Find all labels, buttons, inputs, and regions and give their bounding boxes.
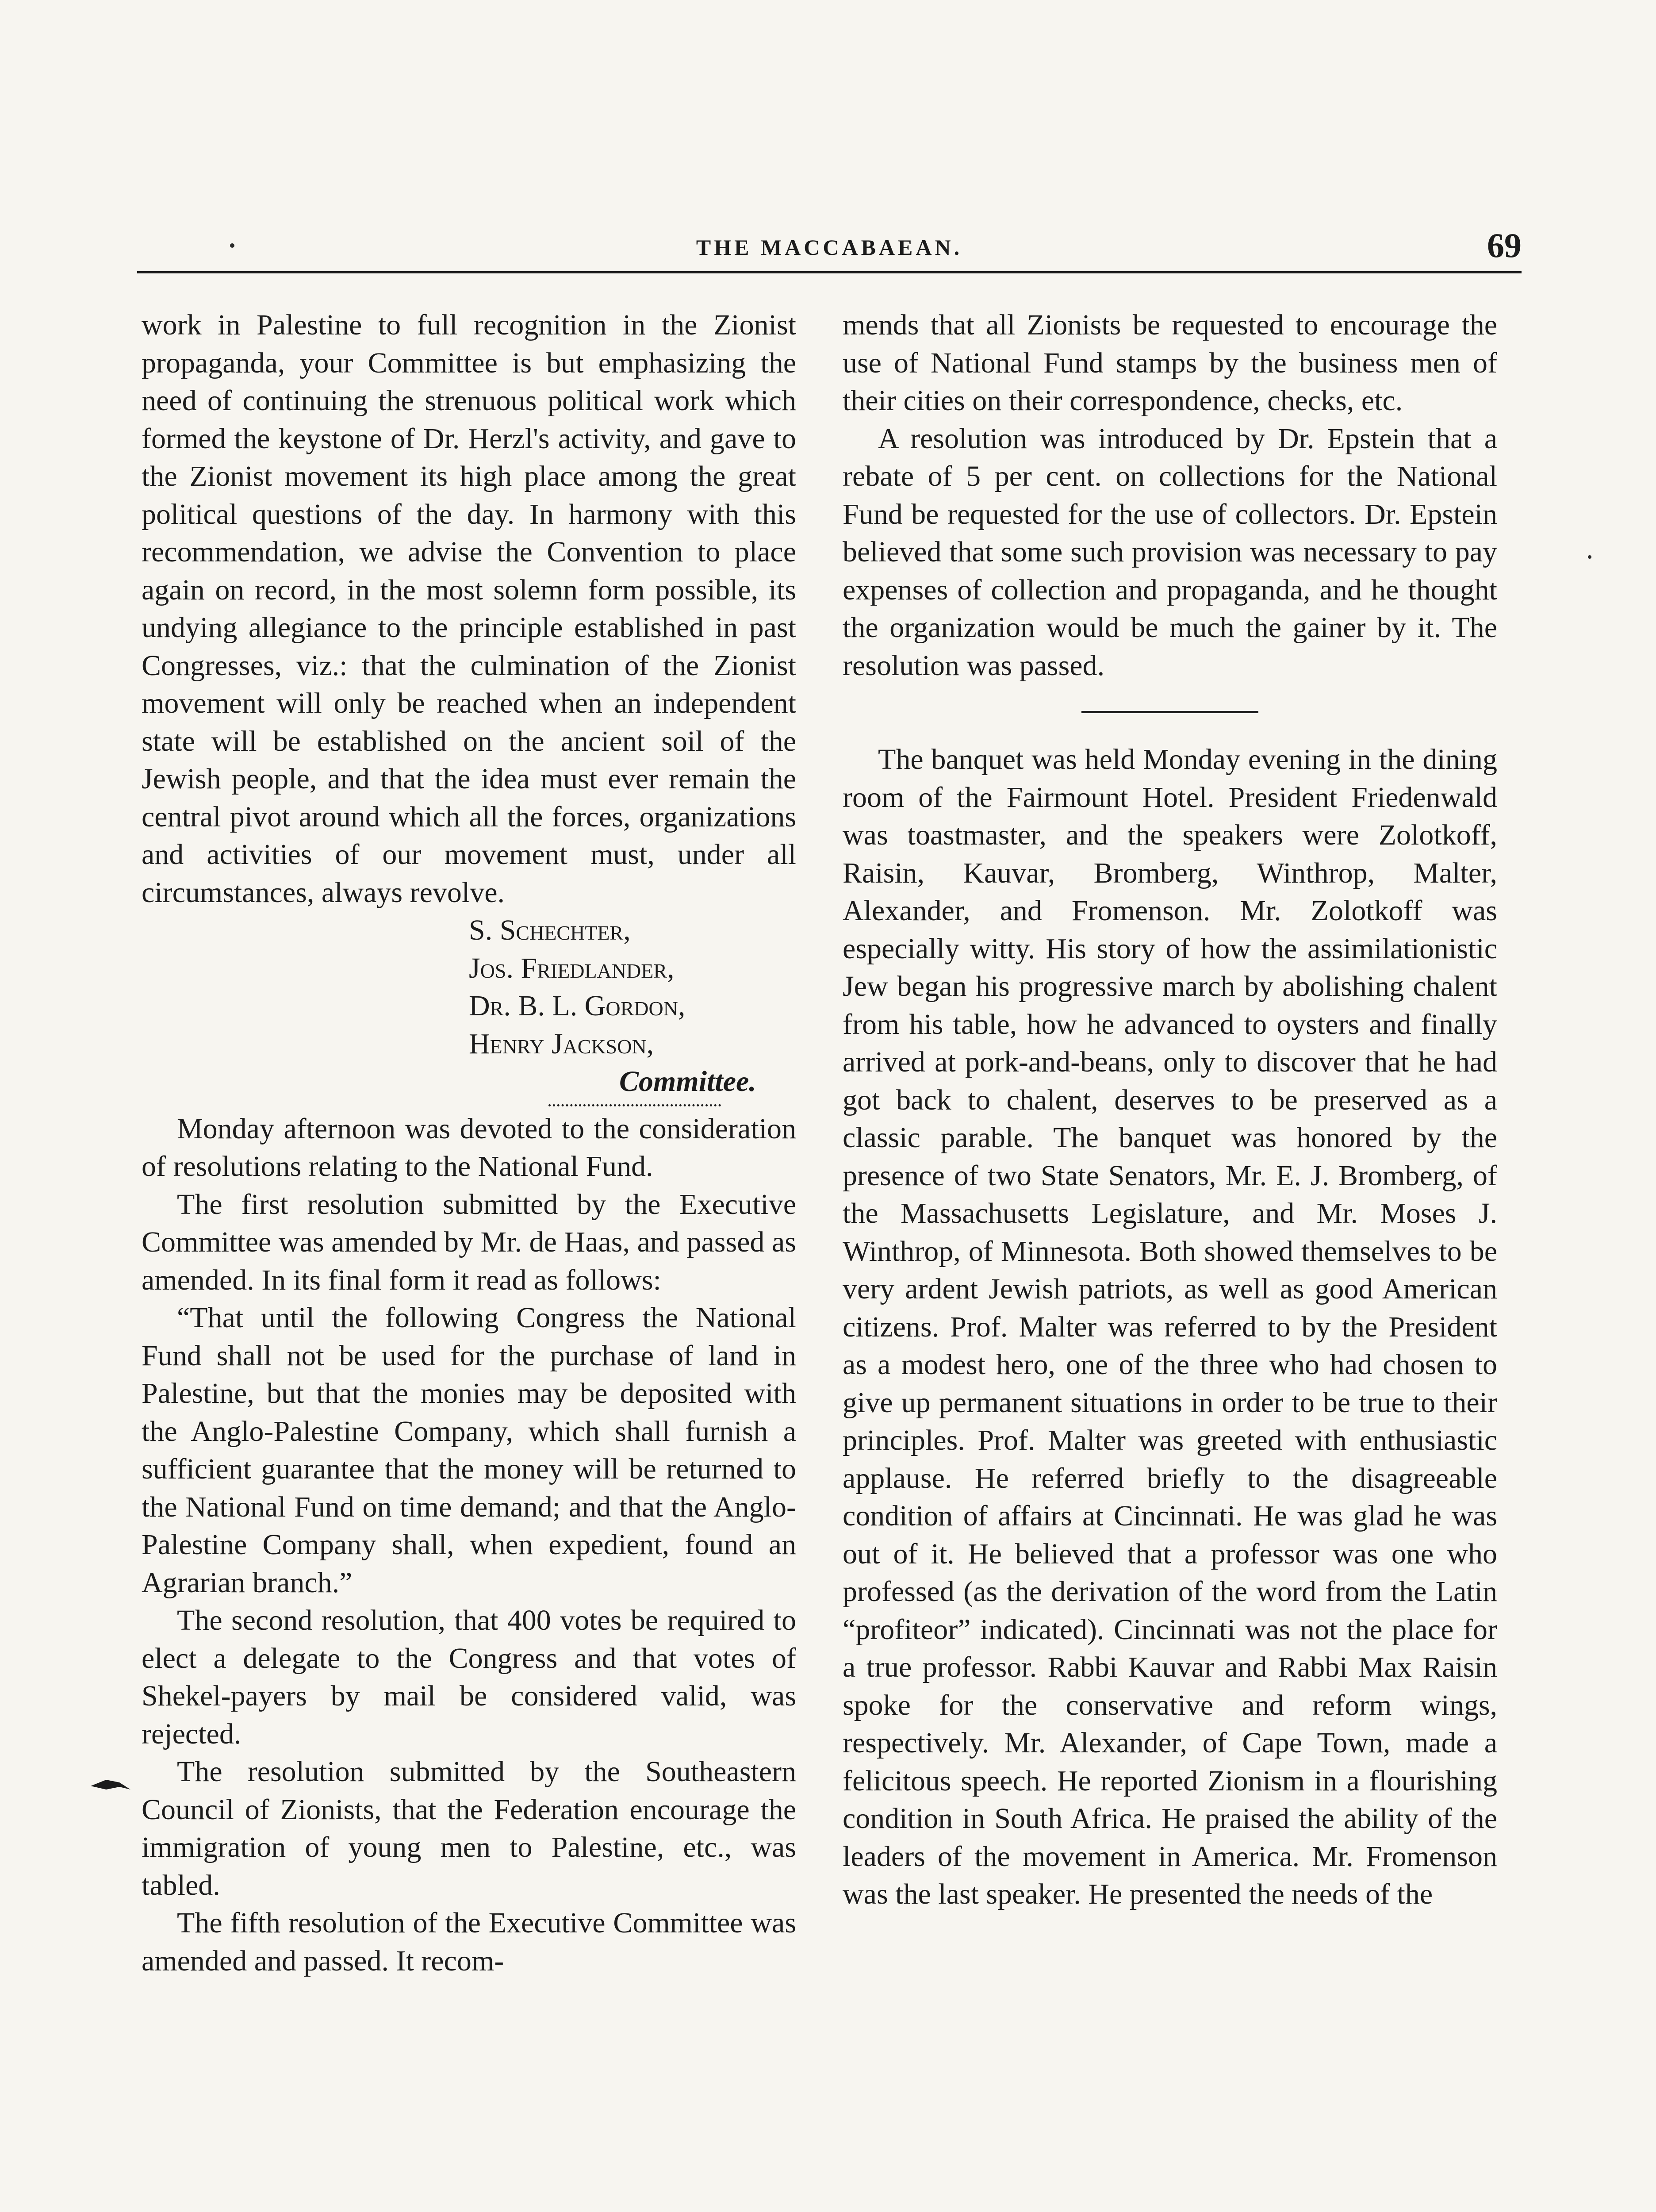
- scan-speck: [230, 243, 234, 248]
- paragraph: The resolution submitted by the Southeastern Council of Zionists, that the Federation encourage the immigration of young men to Palestine, etc., was tabled.: [142, 1755, 796, 1901]
- page-number: 69: [1487, 226, 1522, 265]
- signature-name: Dr. B. L. Gordon,: [469, 990, 686, 1022]
- paragraph: mends that all Zionists be requested to encourage the use of National Fund stamps by the business men of their cities on their correspondence, checks, etc.: [843, 309, 1497, 417]
- header-rule: [137, 271, 1522, 273]
- paragraph: A resolution was introduced by Dr. Epstein that a rebate of 5 per cent. on collections for the National Fund be requested for the use of collectors. Dr. Epstein believed that some such provision was necessary to pay expenses of collection and propaganda, and he thought the organization would be much the gainer by it. The resolution was passed.: [843, 422, 1497, 682]
- paragraph: The first resolution submitted by the Executive Committee was amended by Mr. de Haas, and passed as amended. In its final form it read as follows:: [142, 1188, 796, 1296]
- paragraph: The second resolution, that 400 votes be required to elect a delegate to the Congress and that votes of Shekel-payers by mail be considered valid, was rejected.: [142, 1604, 796, 1750]
- quoted-resolution: “That until the following Congress the National Fund shall not be used for the purchase of land in Palestine, but that the monies may be deposited with the Anglo-Palestine Company, which shall furnish a sufficient guarantee that the money will be returned to the National Fund on time demand; and that the Anglo-Palestine Company shall, when expedient, found an Agrarian branch.”: [142, 1302, 796, 1599]
- signature-block: [469, 911, 796, 1101]
- paragraph: The fifth resolution of the Executive Committee was amended and passed. It recom-: [142, 1907, 796, 1977]
- running-title: THE MACCABAEAN.: [696, 235, 963, 260]
- paragraph: work in Palestine to full recognition in the Zionist propaganda, your Committee is but emphasizing the need of continuing the strenuous political work which formed the keystone of Dr. Herzl's activity, and gave to the Zionist movement its high place among the great political questions of the day. In harmony with this recommendation, we advise the Convention to place again on record, in the most solemn form possible, its undying allegiance to the principle established in past Congresses, viz.: that the culmination of the Zionist movement will only be reached when an independent state will be established on the ancient soil of the Jewish people, and that the idea must ever remain the central pivot around which all the forces, organizations and activities of our movement must, under all circumstances, always revolve.: [142, 309, 796, 909]
- signature-name: Henry Jackson,: [469, 1027, 654, 1060]
- section-break-rule: [1081, 711, 1258, 713]
- left-column: [142, 306, 796, 1980]
- dotted-rule: [548, 1101, 721, 1106]
- running-head: [137, 226, 1522, 270]
- scan-speck: [1588, 555, 1591, 559]
- committee-label: Committee.: [619, 1065, 756, 1098]
- signature-name: S. Schechter,: [469, 914, 631, 946]
- pointing-hand-icon: [88, 1776, 133, 1794]
- signature-name: Jos. Friedlander,: [469, 952, 675, 984]
- right-column: [843, 306, 1497, 1913]
- paragraph: Monday afternoon was devoted to the consideration of resolutions relating to the National Fund.: [142, 1112, 796, 1183]
- paragraph: The banquet was held Monday evening in the dining room of the Fairmount Hotel. President Friedenwald was toastmaster, and the speakers were Zolotkoff, Raisin, Kauvar, Bromberg, Winthrop, Malter, Alexander, and Fromenson. Mr. Zolotkoff was especially witty. His story of how the assimilationistic Jew began his progressive march by abolishing chalent from his table, how he advanced to oysters and finally arrived at pork-and-beans, only to discover that he had got back to chalent, deserves to be preserved as a classic parable. The banquet was honored by the presence of two State Senators, Mr. E. J. Bromberg, of the Massachusetts Legislature, and Mr. Moses J. Winthrop, of Minnesota. Both showed themselves to be very ardent Jewish patriots, as well as good American citizens. Prof. Malter was referred to by the President as a modest hero, one of the three who had chosen to give up permanent situations in order to be true to their principles. Prof. Malter was greeted with enthusiastic applause. He referred briefly to the disagreeable condition of affairs at Cincinnati. He was glad he was out of it. He believed that a professor was one who professed (as the derivation of the word from the Latin “profiteor” indicated). Cincinnati was not the place for a true professor. Rabbi Kauvar and Rabbi Max Raisin spoke for the conservative and reform wings, respectively. Mr. Alexander, of Cape Town, made a felicitous speech. He reported Zionism in a flourishing condition in South Africa. He praised the ability of the leaders of the movement in America. Mr. Fromenson was the last speaker. He presented the needs of the: [843, 743, 1497, 1910]
